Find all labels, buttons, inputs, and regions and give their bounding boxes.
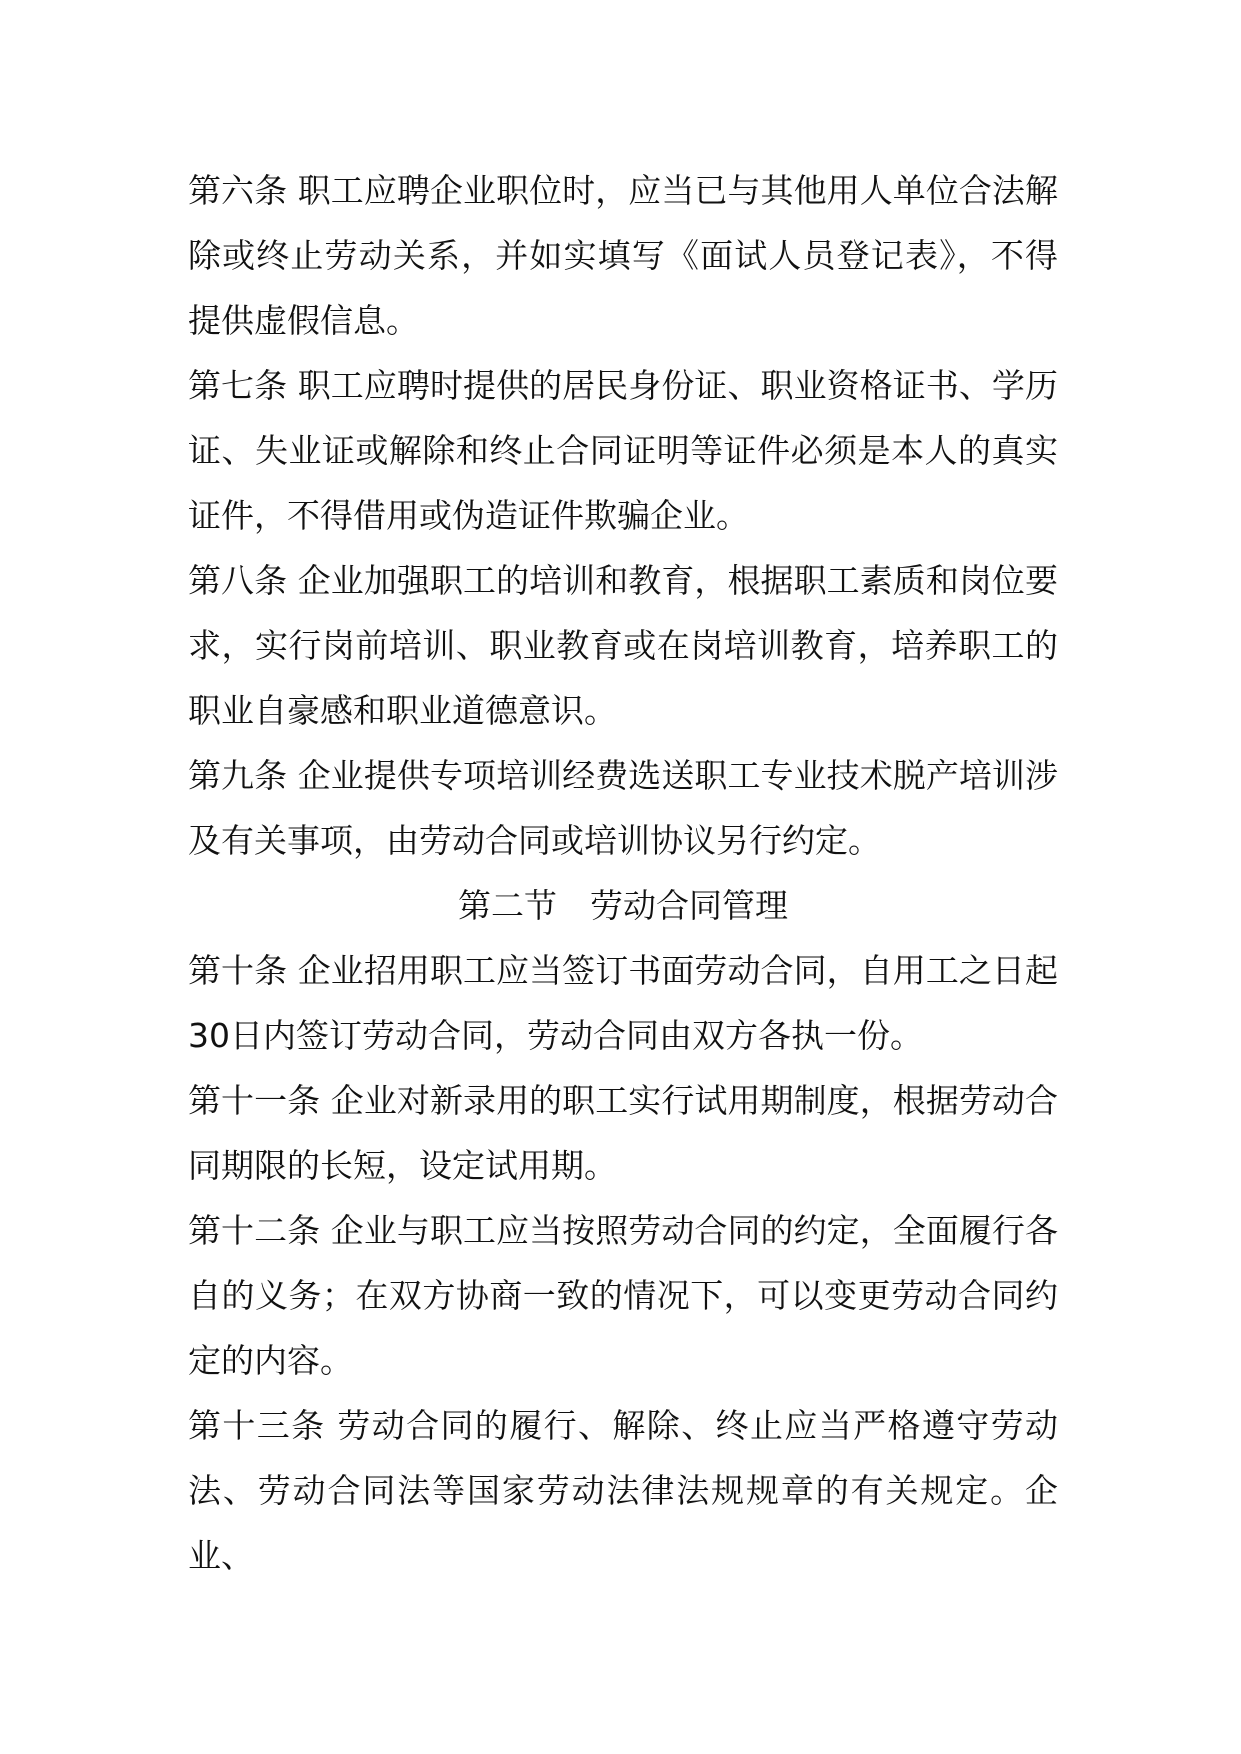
article-9: 第九条 企业提供专项培训经费选送职工专业技术脱产培训涉及有关事项，由劳动合同或培训协议另行约定。	[188, 756, 1058, 860]
article-7: 第七条 职工应聘时提供的居民身份证、职业资格证书、学历证、失业证或解除和终止合同证明等证件必须是本人的真实证件，不得借用或伪造证件欺骗企业。	[188, 366, 1058, 535]
article-12: 第十二条 企业与职工应当按照劳动合同的约定，全面履行各自的义务；在双方协商一致的情况下，可以变更劳动合同约定的内容。	[188, 1211, 1058, 1380]
article-13: 第十三条 劳动合同的履行、解除、终止应当严格遵守劳动法、劳动合同法等国家劳动法律法规规章的有关规定。企业、	[188, 1406, 1058, 1575]
article-6: 第六条 职工应聘企业职位时，应当已与其他用人单位合法解除或终止劳动关系，并如实填写《面试人员登记表》，不得提供虚假信息。	[188, 171, 1058, 340]
article-11: 第十一条 企业对新录用的职工实行试用期制度，根据劳动合同期限的长短，设定试用期。	[188, 1081, 1058, 1185]
document-body	[188, 158, 1058, 1588]
article-8: 第八条 企业加强职工的培训和教育，根据职工素质和岗位要求，实行岗前培训、职业教育或在岗培训教育，培养职工的职业自豪感和职业道德意识。	[188, 561, 1058, 730]
article-10: 第十条 企业招用职工应当签订书面劳动合同，自用工之日起30日内签订劳动合同，劳动合同由双方各执一份。	[188, 951, 1058, 1055]
section-heading: 第二节 劳动合同管理	[458, 886, 788, 925]
